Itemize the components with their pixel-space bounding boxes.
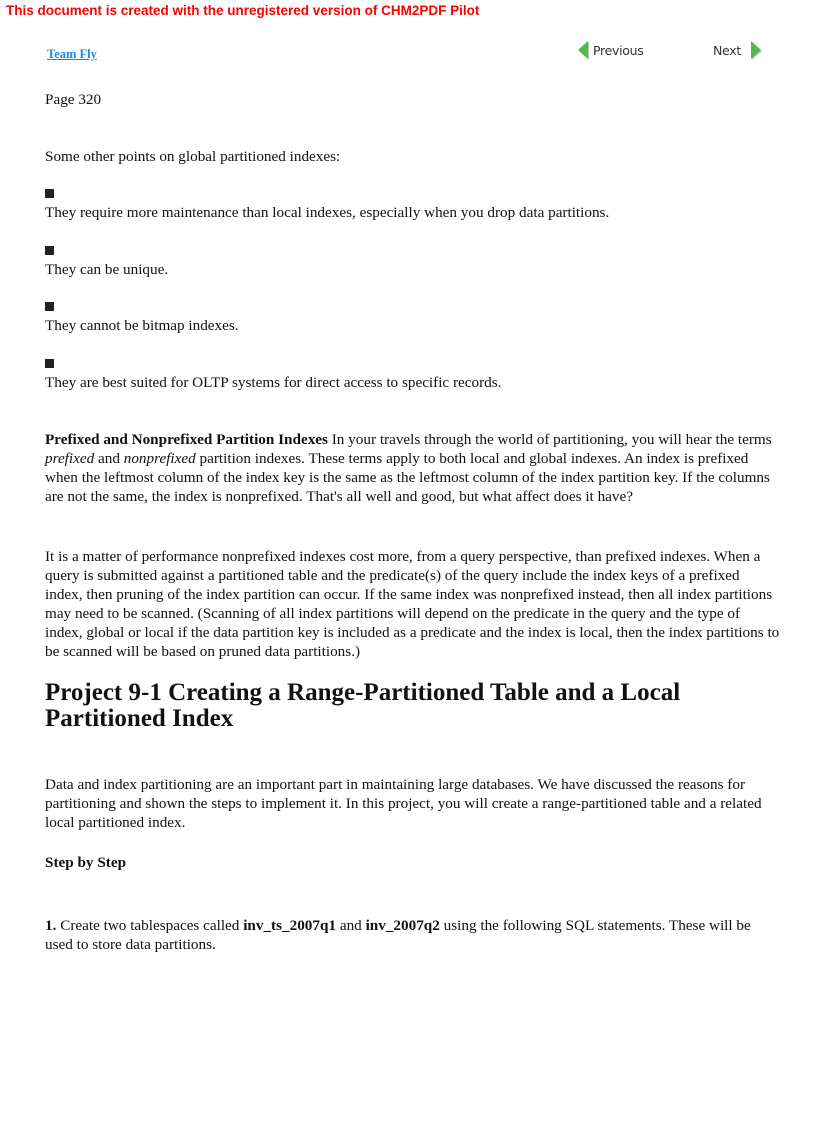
term-prefixed: prefixed bbox=[45, 450, 95, 467]
bullet-icon bbox=[45, 189, 54, 198]
arrow-left-icon bbox=[578, 41, 588, 59]
project-intro: Data and index partitioning are an important part in maintaining large databases. We have discussed the reasons for partitioning and shown the steps to implement it. In this project, you will create a range-partitioned table and a related local partitioned index. bbox=[45, 776, 762, 831]
tablespace-name-2: inv_2007q2 bbox=[365, 917, 440, 934]
bullet-icon bbox=[45, 302, 54, 311]
list-item: They cannot be bitmap indexes. bbox=[45, 317, 239, 334]
performance-paragraph: It is a matter of performance nonprefixed indexes cost more, from a query perspective, than prefixed indexes. When a query is submitted against a partitioned table and the predicate(s) of the query include the index keys of a prefixed index, then pruning of the index partition can occur. If the same index was nonprefixed instead, then all index partitions may need to be scanned. (Scanning of all index partitions will depend on the predicate in the query and the type of index, global or local if the data partition key is included as a predicate and the index is local, then the index partitions to be scanned will be based on pruned data partitions.) bbox=[45, 548, 780, 660]
list-item: They require more maintenance than local indexes, especially when you drop data partitions. bbox=[45, 204, 610, 221]
arrow-right-icon bbox=[751, 41, 761, 59]
team-fly-link[interactable]: Team Fly bbox=[47, 47, 97, 61]
project-title: Project 9-1 Creating a Range-Partitioned Table and a Local Partitioned Index bbox=[45, 679, 681, 732]
previous-label: Previous bbox=[593, 42, 644, 58]
term-nonprefixed: nonprefixed bbox=[123, 450, 196, 467]
run-in-heading: Prefixed and Nonprefixed Partition Indexes bbox=[45, 431, 328, 448]
next-button[interactable] bbox=[713, 41, 761, 59]
prefixed-paragraph: Prefixed and Nonprefixed Partition Indexes In your travels through the world of partitioning, you will hear the terms prefixed and nonprefixed partition indexes. These terms apply to both local and global indexes. An index is prefixed when the leftmost column of the index key is the same as the leftmost column of the index partition key. If the columns are not the same, the index is nonprefixed. That's all well and good, but what affect does it have? bbox=[45, 431, 772, 505]
tablespace-name-1: inv_ts_2007q1 bbox=[243, 917, 337, 934]
bullet-icon bbox=[45, 359, 54, 368]
intro-text: Some other points on global partitioned indexes: bbox=[45, 148, 341, 165]
list-item: They are best suited for OLTP systems for direct access to specific records. bbox=[45, 374, 502, 391]
step-heading: Step by Step bbox=[45, 854, 127, 871]
step-1: 1. Create two tablespaces called inv_ts_2007q1 and inv_2007q2 using the following SQL statements. These will be used to store data partitions. bbox=[45, 917, 751, 953]
previous-button[interactable] bbox=[578, 41, 643, 59]
list-item: They can be unique. bbox=[45, 261, 169, 278]
next-label: Next bbox=[713, 42, 741, 58]
step-number: 1. bbox=[45, 917, 57, 934]
bullet-icon bbox=[45, 246, 54, 255]
watermark-banner: This document is created with the unregistered version of CHM2PDF Pilot bbox=[6, 3, 480, 18]
page-number: Page 320 bbox=[45, 91, 102, 108]
